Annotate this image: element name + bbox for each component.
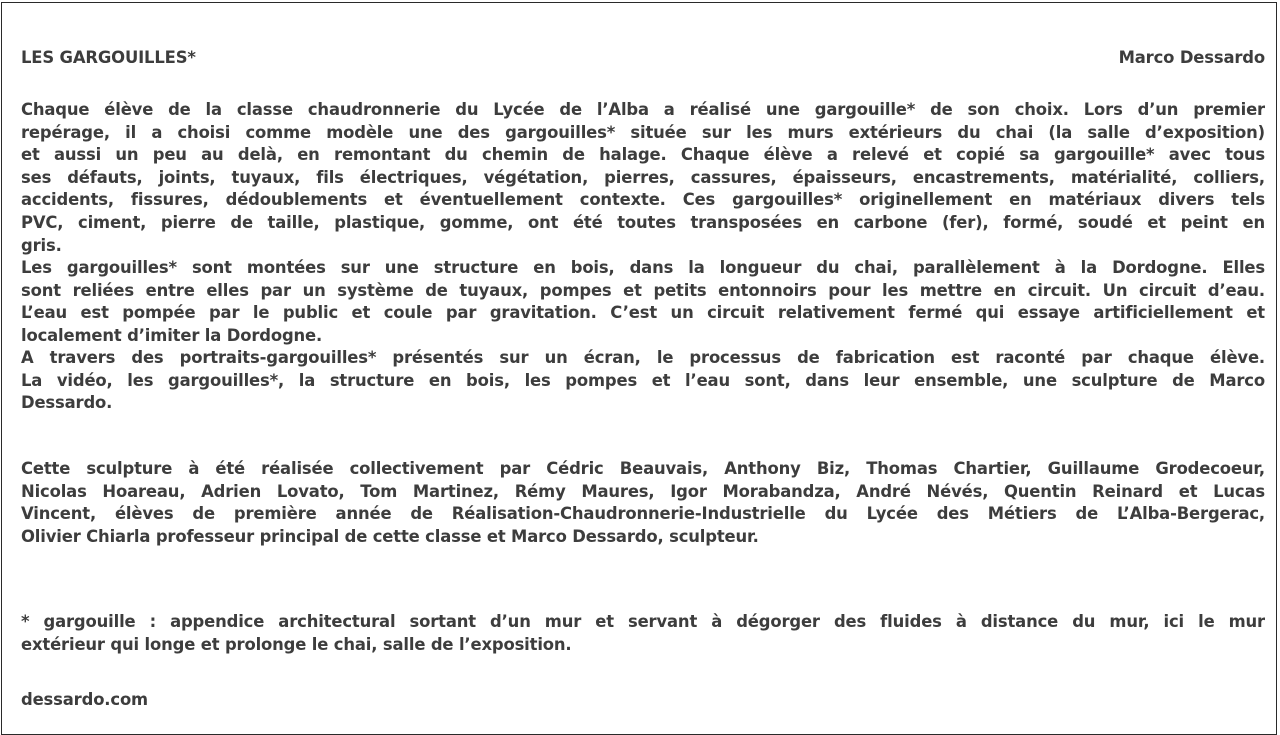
paragraph-video [21,347,1265,415]
paragraph-credits [21,458,1265,548]
website-link[interactable]: dessardo.com [21,690,148,709]
footnote [21,611,1265,656]
text-line: sont reliées entre elles par un système de tuyaux, pompes et petits entonnoirs pour les mettre en circuit. Un circuit d’eau. [21,280,1265,300]
text-line: L’eau est pompée par le public et coule par gravitation. C’est un circuit relativement fermé qui essaye artificiellement et [21,303,1265,323]
text-line: Les gargouilles* sont montées sur une structure en bois, dans la longueur du chai, parallèlement à la Dordogne. Elles [21,258,1265,277]
document-page [1,2,1277,735]
text-line: A travers des portraits-gargouilles* présentés sur un écran, le processus de fabrication est raconté par chaque élève. [21,348,1265,367]
text-line: Olivier Chiarla professeur principal de cette classe et Marco Dessardo, sculpteur. [21,526,759,546]
text-line: Nicolas Hoareau, Adrien Lovato, Tom Martinez, Rémy Maures, Igor Morabandza, André Névés, Quentin Reinard et Lucas [21,481,1265,501]
text-line: Vincent, élèves de première année de Réalisation-Chaudronnerie-Industrielle du Lycée des Métiers de L’Alba-Bergerac, [21,504,1265,524]
document-title: LES GARGOUILLES* [21,48,196,67]
text-line: * gargouille : appendice architectural sortant d’un mur et servant à dégorger des fluides à distance du mur, ici le mur [21,612,1265,631]
text-line: Cette sculpture à été réalisée collectivement par Cédric Beauvais, Anthony Biz, Thomas Chartier, Guillaume Grodecoeur, [21,459,1265,478]
text-line: localement d’imiter la Dordogne. [21,325,323,345]
text-line: Chaque élève de la classe chaudronnerie du Lycée de l’Alba a réalisé une gargouille* de son choix. Lors d’un premier [21,100,1265,119]
text-line: accidents, fissures, dédoublements et éventuellement contexte. Ces gargouilles* originellement en matériaux divers tels [21,190,1265,210]
text-line: repérage, il a choisi comme modèle une des gargouilles* située sur les murs extérieurs du chai (la salle d’exposition) [21,122,1265,142]
document-author: Marco Dessardo [1118,48,1265,67]
text-line: extérieur qui longe et prolonge le chai, salle de l’exposition. [21,634,572,654]
text-line: et aussi un peu au delà, en remontant du chemin de halage. Chaque élève a relevé et copié sa gargouille* avec tous [21,145,1265,165]
document-header [21,48,1265,70]
text-line: Dessardo. [21,393,113,413]
text-line: gris. [21,235,62,255]
text-line: La vidéo, les gargouilles*, la structure en bois, les pompes et l’eau sont, dans leur ensemble, une sculpture de Marco [21,370,1265,390]
paragraph-description [21,99,1265,257]
paragraph-installation [21,257,1265,347]
text-line: PVC, ciment, pierre de taille, plastique, gomme, ont été toutes transposées en carbone (fer), formé, soudé et peint en [21,212,1265,232]
text-line: ses défauts, joints, tuyaux, fils électriques, végétation, pierres, cassures, épaisseurs, encastrements, matérialité, colliers, [21,167,1265,187]
